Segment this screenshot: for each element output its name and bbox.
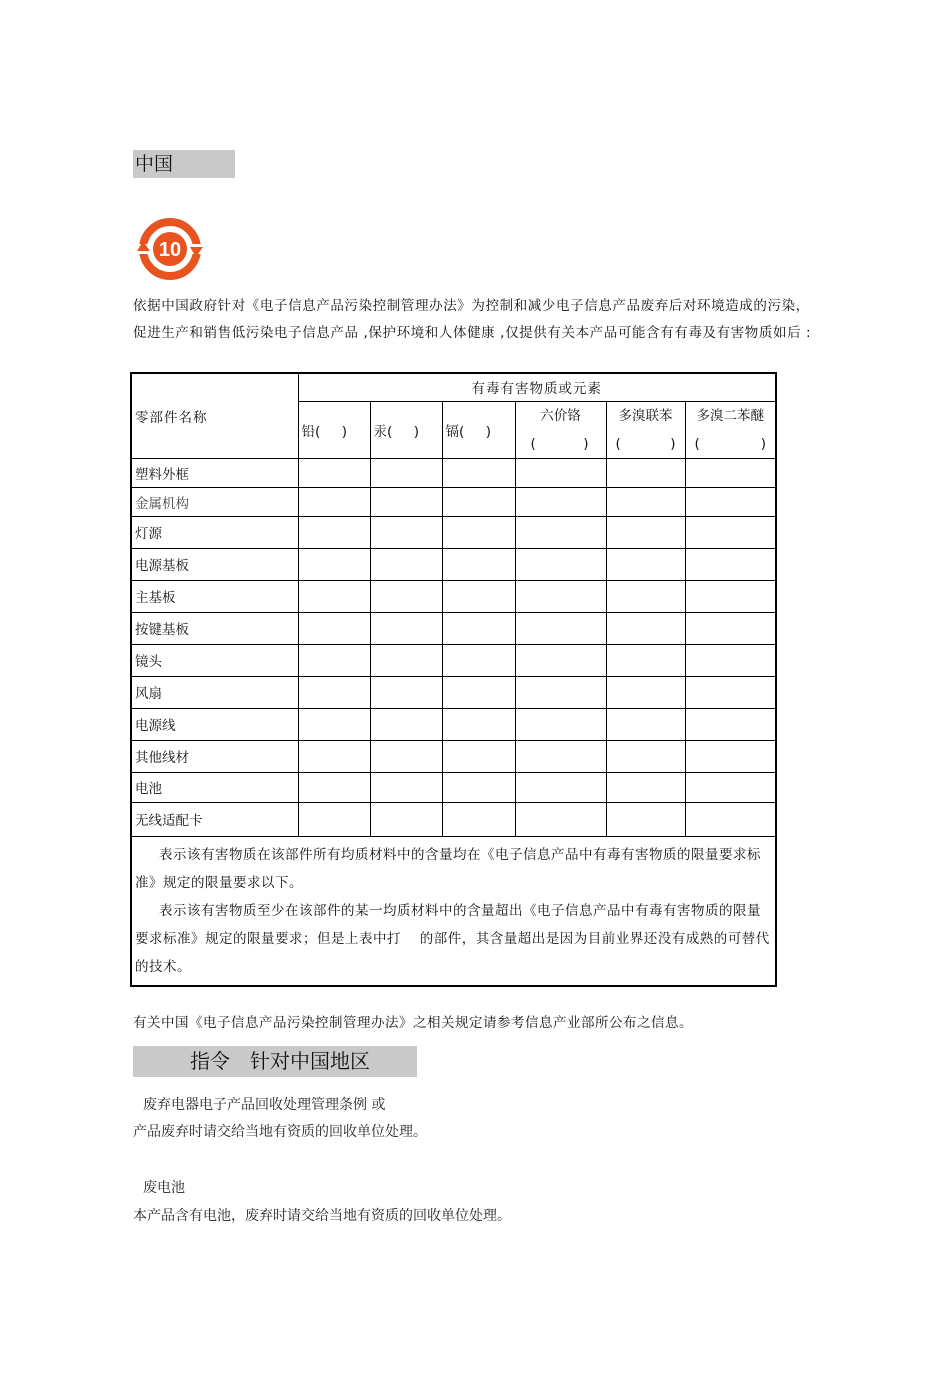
region-title: 中国 bbox=[133, 150, 235, 178]
intro-line-2: 促进生产和销售低污染电子信息产品 ,保护环境和人体健康 ,仅提供有关本产品可能含有有毒及有害物质如后 : bbox=[133, 325, 812, 341]
weee-item2-heading: 废电池 bbox=[143, 1180, 185, 1196]
part-name: 主基板 bbox=[131, 580, 298, 612]
weee-section-title: 指令 针对中国地区 bbox=[133, 1046, 417, 1077]
part-name: 电源线 bbox=[131, 708, 298, 740]
table-row bbox=[131, 516, 776, 548]
element-lead: 铅( ) bbox=[298, 401, 370, 458]
part-name-header: 零部件名称 bbox=[131, 373, 298, 458]
table-row bbox=[131, 676, 776, 708]
table-row bbox=[131, 458, 776, 487]
part-name: 灯源 bbox=[131, 516, 298, 548]
part-name: 其他线材 bbox=[131, 740, 298, 772]
table-row bbox=[131, 612, 776, 644]
legend-note-exceeds-limit: 表示该有害物质至少在该部件的某一均质材料中的含量超出《电子信息产品中有毒有害物质的限量要求标准》规定的限量要求；但是上表中打 的部件，其含量超出是因为目前业界还没有成熟的可替代的技术。 bbox=[135, 902, 770, 975]
table-row bbox=[131, 548, 776, 580]
element-mercury: 汞( ) bbox=[370, 401, 442, 458]
part-name: 无线适配卡 bbox=[131, 802, 298, 836]
part-name: 金属机构 bbox=[131, 487, 298, 516]
part-name: 镜头 bbox=[131, 644, 298, 676]
logo-number: 10 bbox=[158, 239, 182, 261]
weee-item2-text: 本产品含有电池，废弃时请交给当地有资质的回收单位处理。 bbox=[133, 1208, 511, 1224]
table-row bbox=[131, 802, 776, 836]
table-row bbox=[131, 772, 776, 802]
part-name: 按键基板 bbox=[131, 612, 298, 644]
element-pbde: 多溴二苯醚 ( ) bbox=[685, 401, 776, 458]
table-row bbox=[131, 708, 776, 740]
substances-group-header: 有毒有害物质或元素 bbox=[298, 373, 776, 401]
regulation-reference-note: 有关中国《电子信息产品污染控制管理办法》之相关规定请参考信息产业部所公布之信息。 bbox=[133, 1015, 693, 1031]
part-name: 风扇 bbox=[131, 676, 298, 708]
legend-note-below-limit: 表示该有害物质在该部件所有均质材料中的含量均在《电子信息产品中有毒有害物质的限量要求标准》规定的限量要求以下。 bbox=[135, 846, 761, 891]
element-hexavalent-chromium: 六价铬 ( ) bbox=[515, 401, 606, 458]
table-row bbox=[131, 580, 776, 612]
intro-line-1: 依据中国政府针对《电子信息产品污染控制管理办法》为控制和减少电子信息产品废弃后对环境造成的污染， bbox=[133, 298, 810, 314]
table-row bbox=[131, 740, 776, 772]
weee-item1-heading: 废弃电器电子产品回收处理管理条例 或 bbox=[143, 1097, 386, 1113]
table-row bbox=[131, 644, 776, 676]
rohs-logo-icon bbox=[136, 218, 204, 280]
table-legend-notes bbox=[131, 836, 776, 986]
hazardous-substances-table bbox=[130, 372, 777, 987]
element-pbb: 多溴联苯 ( ) bbox=[606, 401, 685, 458]
part-name: 电池 bbox=[131, 772, 298, 802]
part-name: 电源基板 bbox=[131, 548, 298, 580]
weee-item1-text: 产品废弃时请交给当地有资质的回收单位处理。 bbox=[133, 1124, 427, 1140]
element-cadmium: 镉( ) bbox=[442, 401, 515, 458]
table-row bbox=[131, 487, 776, 516]
part-name: 塑料外框 bbox=[131, 458, 298, 487]
